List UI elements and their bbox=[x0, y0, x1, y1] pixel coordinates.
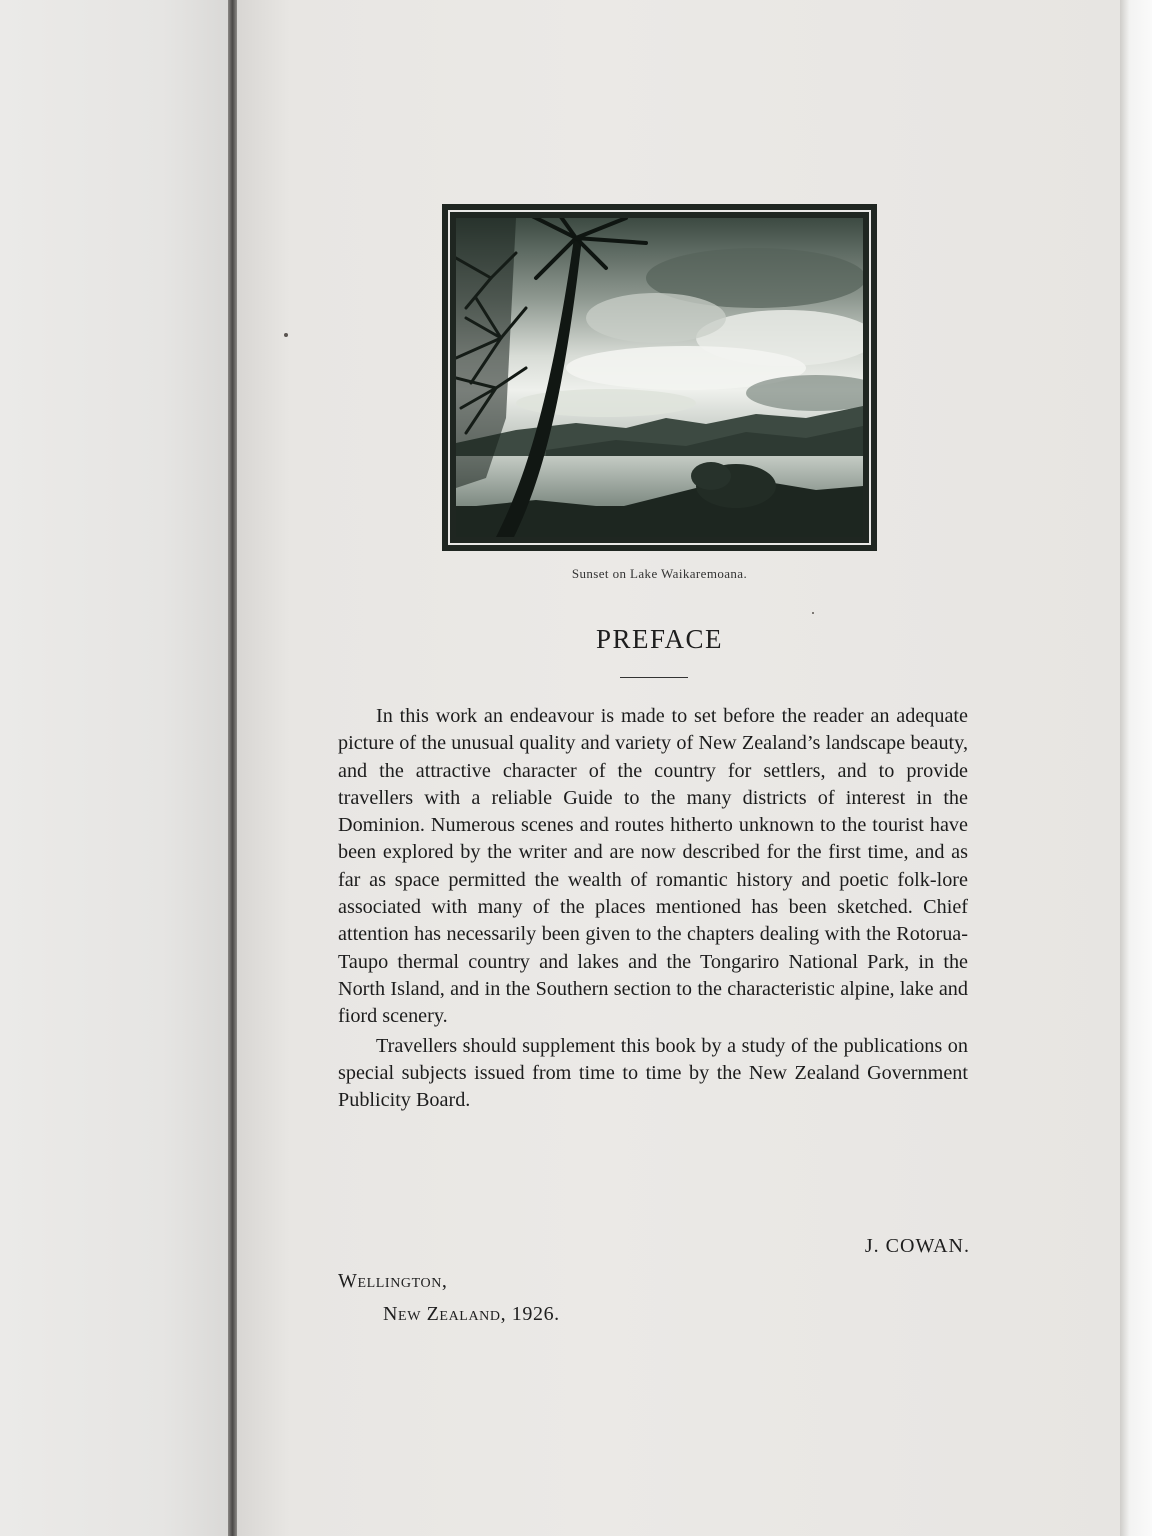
author-signature: J. COWAN. bbox=[864, 1235, 970, 1257]
lake-sunset-illustration bbox=[456, 218, 863, 537]
paper-speck bbox=[284, 333, 288, 337]
place-date-line: New Zealand, 1926. bbox=[383, 1303, 560, 1325]
preface-heading: PREFACE bbox=[595, 624, 724, 654]
heading-divider bbox=[620, 677, 688, 678]
paper-speck bbox=[812, 612, 814, 614]
page-edge bbox=[1120, 0, 1152, 1536]
preface-paragraph: Travellers should supplement this book by a study of the publications on special subjects issued from time to time by the New Zealand Government Publicity Board. bbox=[338, 1034, 968, 1112]
preface-paragraph: In this work an endeavour is made to set before the reader an adequate picture of the unusual quality and variety of New Zealand’s landscape beauty, and the attractive character of the country for settlers, and to provide travellers with a reliable Guide to the many districts of interest in the Dominion. Numerous scenes and routes hitherto unknown to the tourist have been explored by the writer and are now described for the first time, and as far as space permitted the wealth of romantic history and poetic folk-lore associated with many of the places mentioned has been sketched. Chief attention has necessarily been given to the chapters dealing with the Rotorua-Taupo thermal country and lakes and the Tongariro National Park, in the North Island, and in the Southern section to the characteristic alpine, lake and fiord scenery. bbox=[338, 705, 968, 1028]
photo-caption: Sunset on Lake Waikaremoana. bbox=[571, 566, 748, 581]
preface-body bbox=[338, 703, 968, 1114]
left-blank-page bbox=[0, 0, 232, 1536]
place-line: Wellington, bbox=[338, 1270, 448, 1292]
lake-sunset-photo bbox=[456, 218, 863, 537]
frontispiece-photo-frame bbox=[442, 204, 877, 551]
